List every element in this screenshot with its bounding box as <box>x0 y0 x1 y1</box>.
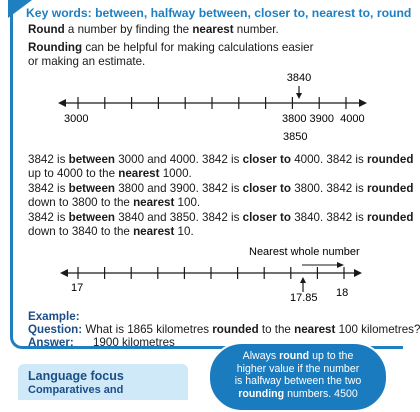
labels-3800-3900-4000: 3800 3900 4000 <box>282 113 365 125</box>
statement-term: rounded <box>367 182 414 195</box>
statement-term: nearest <box>118 167 160 180</box>
statement-term: rounded <box>367 153 414 166</box>
tip-line-4 <box>210 388 386 401</box>
statement-text: 1000. <box>159 167 192 180</box>
statement-text: 3842 is <box>28 211 69 224</box>
statement-2-cont <box>28 196 200 210</box>
language-focus-subtitle: Comparatives and <box>28 384 124 396</box>
statement-text: 4000. 3842 is <box>290 153 368 166</box>
label-17-85: 17.85 <box>290 292 318 304</box>
answer-label: Answer: <box>28 336 74 349</box>
intro-term-rounding: Rounding <box>28 41 83 54</box>
nearest-whole-number-caption: Nearest whole number <box>249 246 360 258</box>
intro-text: can be helpful for making calculations easier <box>82 41 314 54</box>
tip-line-3: is halfway between the two <box>234 375 362 387</box>
marker-17-85-arrow-head <box>300 277 306 283</box>
marker-3840-arrow-head <box>296 93 302 99</box>
statement-text: 3842 is <box>28 182 69 195</box>
label-18: 18 <box>336 287 349 299</box>
intro-line-3: or making an estimate. <box>28 55 146 68</box>
tip-line-2: higher value if the number <box>236 362 360 375</box>
statement-text: 3800. 3842 is <box>290 182 368 195</box>
statement-term: nearest <box>133 225 175 238</box>
statement-text: 10. <box>174 225 194 238</box>
tip-text: up to the <box>309 350 354 362</box>
label-3850: 3850 <box>283 131 308 143</box>
intro-text: a number by finding the <box>64 23 193 36</box>
question-text: 100 kilometres? <box>335 323 420 336</box>
statement-term: closer to <box>242 182 291 195</box>
tip-text: Always <box>242 350 280 362</box>
statement-1-cont <box>28 167 192 181</box>
question-label: Question: <box>28 323 83 336</box>
question-term: nearest <box>294 323 336 336</box>
number-line-2 <box>0 240 400 305</box>
statement-text: 3000 and 4000. 3842 is <box>115 153 243 166</box>
statement-text: up to 4000 to the <box>28 167 119 180</box>
intro-term-round: Round <box>28 23 65 36</box>
caption-arrow-head <box>337 262 344 268</box>
question-text: to the <box>258 323 295 336</box>
language-focus-box <box>18 364 188 400</box>
statement-text: 3840 and 3850. 3842 is <box>115 211 243 224</box>
statement-text: 3842 is <box>28 153 69 166</box>
label-3840: 3840 <box>286 72 312 84</box>
statement-term: between <box>68 211 115 224</box>
question-text: What is 1865 kilometres <box>85 323 213 336</box>
number-line-1-right-arrow <box>359 99 367 107</box>
statement-term: nearest <box>133 196 175 209</box>
statement-term: closer to <box>242 211 291 224</box>
example-title <box>28 310 80 324</box>
statement-text: 100. <box>174 196 201 209</box>
number-line-1 <box>0 0 412 150</box>
example-answer <box>28 336 175 350</box>
tip-line-1 <box>210 350 386 363</box>
statement-term: rounded <box>367 211 414 224</box>
intro-text: number. <box>233 23 279 36</box>
statement-term: between <box>68 153 115 166</box>
tip-term: round <box>279 350 310 362</box>
number-line-2-left-arrow <box>60 269 68 277</box>
statement-1 <box>28 153 413 167</box>
example-question <box>28 323 420 337</box>
question-term: rounded <box>212 323 259 336</box>
number-line-2-right-arrow <box>354 269 362 277</box>
number-line-1-left-arrow <box>58 99 66 107</box>
example-heading: Example: <box>28 310 80 323</box>
statement-text: 3840. 3842 is <box>290 211 368 224</box>
statement-2 <box>28 182 413 196</box>
statement-3 <box>28 211 413 225</box>
tip-text: numbers. 4500 <box>284 387 358 400</box>
label-17: 17 <box>71 282 84 294</box>
statement-term: between <box>68 182 115 195</box>
statement-text: 3800 and 3900. 3842 is <box>115 182 243 195</box>
statement-3-cont <box>28 225 194 239</box>
statement-text: down to 3840 to the <box>28 225 134 238</box>
tip-term: rounding <box>238 387 285 400</box>
label-3000: 3000 <box>64 113 89 125</box>
tip-cloud <box>208 342 388 412</box>
key-words-heading: Key words: between, halfway between, closer to, nearest to, round <box>26 6 412 20</box>
intro-term-nearest: nearest <box>192 23 234 36</box>
statement-text: down to 3800 to the <box>28 196 134 209</box>
answer-text: 1900 kilometres <box>92 336 175 349</box>
statement-term: closer to <box>242 153 291 166</box>
language-focus-title: Language focus <box>28 369 124 383</box>
